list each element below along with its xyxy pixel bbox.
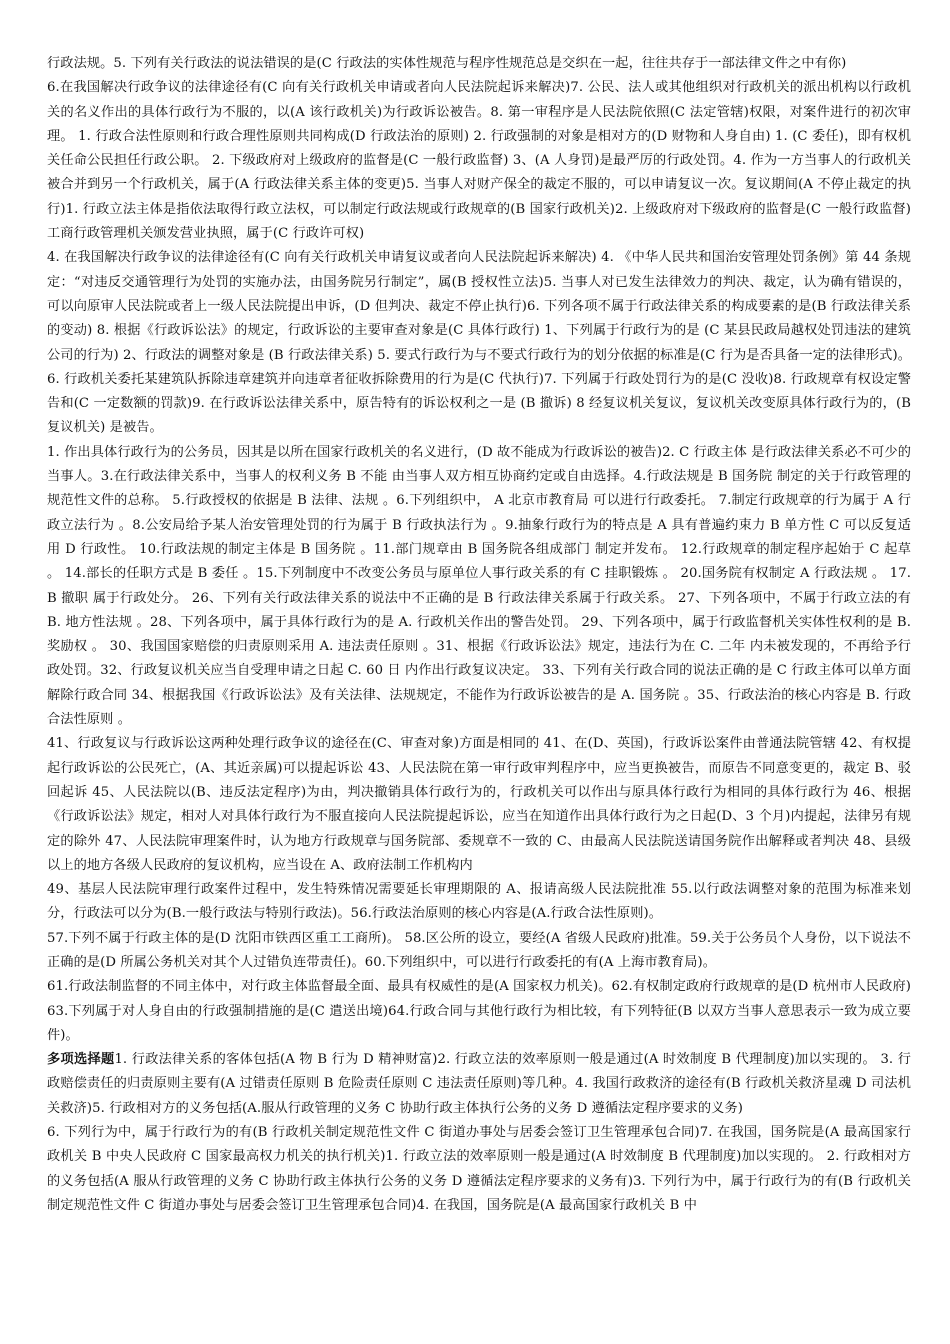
multi-choice-paragraph-2: 6. 下列行为中，属于行政行为的有(B 行政机关制定规范性文件 C 街道办事处与居委会签订卫生管理承包合同)7. 在我国，国务院是(A 最高国家行政机关 B 中央人民政府 C 国家最高权力机关的执行机关)1. 行政立法的效率原则一般是通过(A 时效制度 B 代理制度)加以实现的。 2. 行政相对方的义务包括(A 服从行政管理的义务 C 协助行政主体执行公务的义务 D 遵循法定程序要求的义务有)3. 下列行为中，属于行政行为的有(B 行政机关制定规范性文件 C 街道办事处与居委会签订卫生管理承包合同)4. 在我国，国务院是(A 最高国家行政机关 B 中 bbox=[47, 1125, 911, 1213]
multi-choice-heading: 多项选择题 bbox=[47, 1052, 115, 1068]
multi-choice-paragraph-1 bbox=[47, 1048, 911, 1121]
paragraph-4: 1. 作出具体行政行为的公务员，因其是以所在国家行政机关的名义进行，(D 故不能成为行政诉讼的被告)2. C 行政主体 是行政法律关系必不可少的当事人。3.在行政法律关系中，当事人的权利义务 B 不能 由当事人双方相互协商约定或自由选择。4.行政法规是 B 国务院 制定的关于行政管理的规范性文件的总称。 5.行政授权的依据是 B 法律、法规 。6.下列组织中， A 北京市教育局 可以进行行政委托。 7.制定行政规章的行为属于 A 行政立法行为 。8.公安局给予某人治安管理处罚的行为属于 B 行政执法行为 。9.抽象行政行为的特点是 A 具有普遍约束力 B 单方性 C 可以反复适用 D 行政性。 10.行政法规的制定主体是 B 国务院 。11.部门规章由 B 国务院各组成部门 制定并发布。 12.行政规章的制定程序起始于 C 起草 。 14.部长的任职方式是 B 委任 。15.下列制度中不改变公务员与原单位人事行政关系的有 C 挂职锻炼 。 20.国务院有权制定 A 行政法规 。 17. B 撤职 属于行政处分。 26、下列有关行政法律关系的说法中不正确的是 B 行政法律关系属于行政关系。 27、下列各项中，不属于行政立法的有 B. 地方性法规 。28、下列各项中，属于具体行政行为的是 A. 行政机关作出的警告处罚。 29、下列各项中，属于行政监督机关实体性权利的是 B. 奖励权 。 30、我国国家赔偿的归责原则采用 A. 违法责任原则 。31、根据《行政诉讼法》规定，违法行为在 C. 二年 内未被发现的，不再给予行政处罚。32、行政复议机关应当自受理申请之日起 C. 60 日 内作出行政复议决定。 33、下列有关行政合同的说法正确的是 C 行政主体可以单方面解除行政合同 34、根据我国《行政诉讼法》及有关法律、法规规定，不能作为行政诉讼被告的是 A. 国务院 。35、行政法治的核心内容是 B. 行政合法性原则 。 bbox=[47, 444, 911, 728]
paragraph-7: 57.下列不属于行政主体的是(D 沈阳市铁西区重工工商所)。 58.区公所的设立，要经(A 省级人民政府)批准。59.关于公务员个人身份，以下说法不正确的是(D 所属公务机关对其个人过错负连带责任)。60.下列组织中，可以进行行政委托的有(A 上海市教育局)。 bbox=[47, 930, 911, 970]
paragraph-1: 行政法规。5. 下列有关行政法的说法错误的是(C 行政法的实体性规范与程序性规范总是交织在一起，往往共存于一部法律文件之中有你) bbox=[47, 56, 847, 71]
paragraph-8: 61.行政法制监督的不同主体中，对行政主体监督最全面、最具有权威性的是(A 国家权力机关)。62.有权制定政府行政规章的是(D 杭州市人民政府)63.下列属于对人身自由的行政强制措施的是(C 遣送出境)64.行政合同与其他行政行为相比较，有下列特征(B 以双方当事人意思表示一致为成立要件)。 bbox=[47, 979, 911, 1043]
paragraph-6: 49、基层人民法院审理行政案件过程中，发生特殊情况需要延长审理期限的 A、报请高级人民法院批准 55.以行政法调整对象的范围为标准来划分，行政法可以分为(B.一般行政法与特别行政法)。56.行政法治原则的核心内容是(A.行政合法性原则)。 bbox=[47, 882, 911, 922]
multi-choice-text-1: 1. 行政法律关系的客体包括(A 物 B 行为 D 精神财富)2. 行政立法的效率原则一般是通过(A 时效制度 B 代理制度)加以实现的。 3. 行政赔偿责任的归责原则主要有(A 过错责任原则 B 危险责任原则 C 违法责任原则)等几种。4. 我国行政救济的途径有(B 行政机关救济星魂 D 司法机关救济)5. 行政相对方的义务包括(A.服从行政管理的义务 C 协助行政主体执行公务的义务 D 遵循法定程序要求的义务) bbox=[47, 1052, 912, 1116]
document-page bbox=[47, 52, 911, 1218]
paragraph-3: 4. 在我国解决行政争议的法律途径有(C 向有关行政机关申请复议或者向人民法院起诉来解决) 4. 《中华人民共和国治安管理处罚条例》第 44 条规定：“对违反交通管理行为处罚的实施办法，由国务院另行制定”，属(B 授权性立法)5. 当事人对已发生法律效力的判决、裁定，认为确有错误的，可以向原审人民法院或者上一级人民法院提出申诉，(D 但判决、裁定不停止执行)6. 下列各项不属于行政法律关系的构成要素的是(B 行政法律关系的变动) 8. 根据《行政诉讼法》的规定，行政诉讼的主要审查对象是(C 具体行政行) 1、下列属于行政行为的是 (C 某县民政局越权处罚违法的建筑公司的行为) 2、行政法的调整对象是 (B 行政法律关系) 5. 要式行政行为与不要式行政行为的划分依据的标准是(C 行为是否具备一定的法律形式)。6. 行政机关委托某建筑队拆除违章建筑并向违章者征收拆除费用的行为是(C 代执行)7. 下列属于行政处罚行为的是(C 没收)8. 行政规章有权设定警告和(C 一定数额的罚款)9. 在行政诉讼法律关系中，原告特有的诉讼权利之一是 (B 撤诉) 8 经复议机关复议，复议机关改变原具体行政行为的，(B 复议机关) 是被告。 bbox=[47, 250, 911, 436]
paragraph-5: 41、行政复议与行政诉讼这两种处理行政争议的途径在(C、审查对象)方面是相同的 41、在(D、英国)，行政诉讼案件由普通法院管辖 42、有权提起行政诉讼的公民死亡，(A、其近亲属)可以提起诉讼 43、人民法院在第一审行政审判程序中，应当更换被告，而原告不同意变更的，裁定 B、驳回起诉 45、人民法院以(B、违反法定程序)为由，判决撤销具体行政行为的，行政机关可以作出与原具体行政行为相同的具体行政行为 46、根据《行政诉讼法》规定，相对人对具体行政行为不服直接向人民法院提起诉讼，应当在知道作出具体行政行为之日起(D、3 个月)内提起，法律另有规定的除外 47、人民法院审理案件时，认为地方行政规章与国务院部、委规章不一致的 C、由最高人民法院送请国务院作出解释或者判决 48、县级以上的地方各级人民政府的复议机构，应当设在 A、政府法制工作机构内 bbox=[47, 736, 911, 873]
paragraph-2: 6.在我国解决行政争议的法律途径有(C 向有关行政机关申请或者向人民法院起诉来解决)7. 公民、法人或其他组织对行政机关的派出机构以行政机关的名义作出的具体行政行为不服的，以(A 该行政机关)为行政诉讼被告。8. 第一审程序是人民法院依照(C 法定管辖)权限，对案件进行的初次审理。 1. 行政合法性原则和行政合理性原则共同构成(D 行政法治的原则) 2. 行政强制的对象是相对方的(D 财物和人身自由) 1. (C 委任)，即有权机关任命公民担任行政公职。 2. 下级政府对上级政府的监督是(C 一般行政监督) 3、(A 人身罚)是最严厉的行政处罚。4. 作为一方当事人的行政机关被合并到另一个行政机关，属于(A 行政法律关系主体的变更)5. 当事人对财产保全的裁定不服的，可以申请复议一次。复议期间(A 不停止裁定的执行)1. 行政立法主体是指依法取得行政立法权，可以制定行政法规或行政规章的(B 国家行政机关)2. 上级政府对下级政府的监督是(C 一般行政监督) 工商行政管理机关颁发营业执照，属于(C 行政许可权) bbox=[47, 80, 911, 242]
